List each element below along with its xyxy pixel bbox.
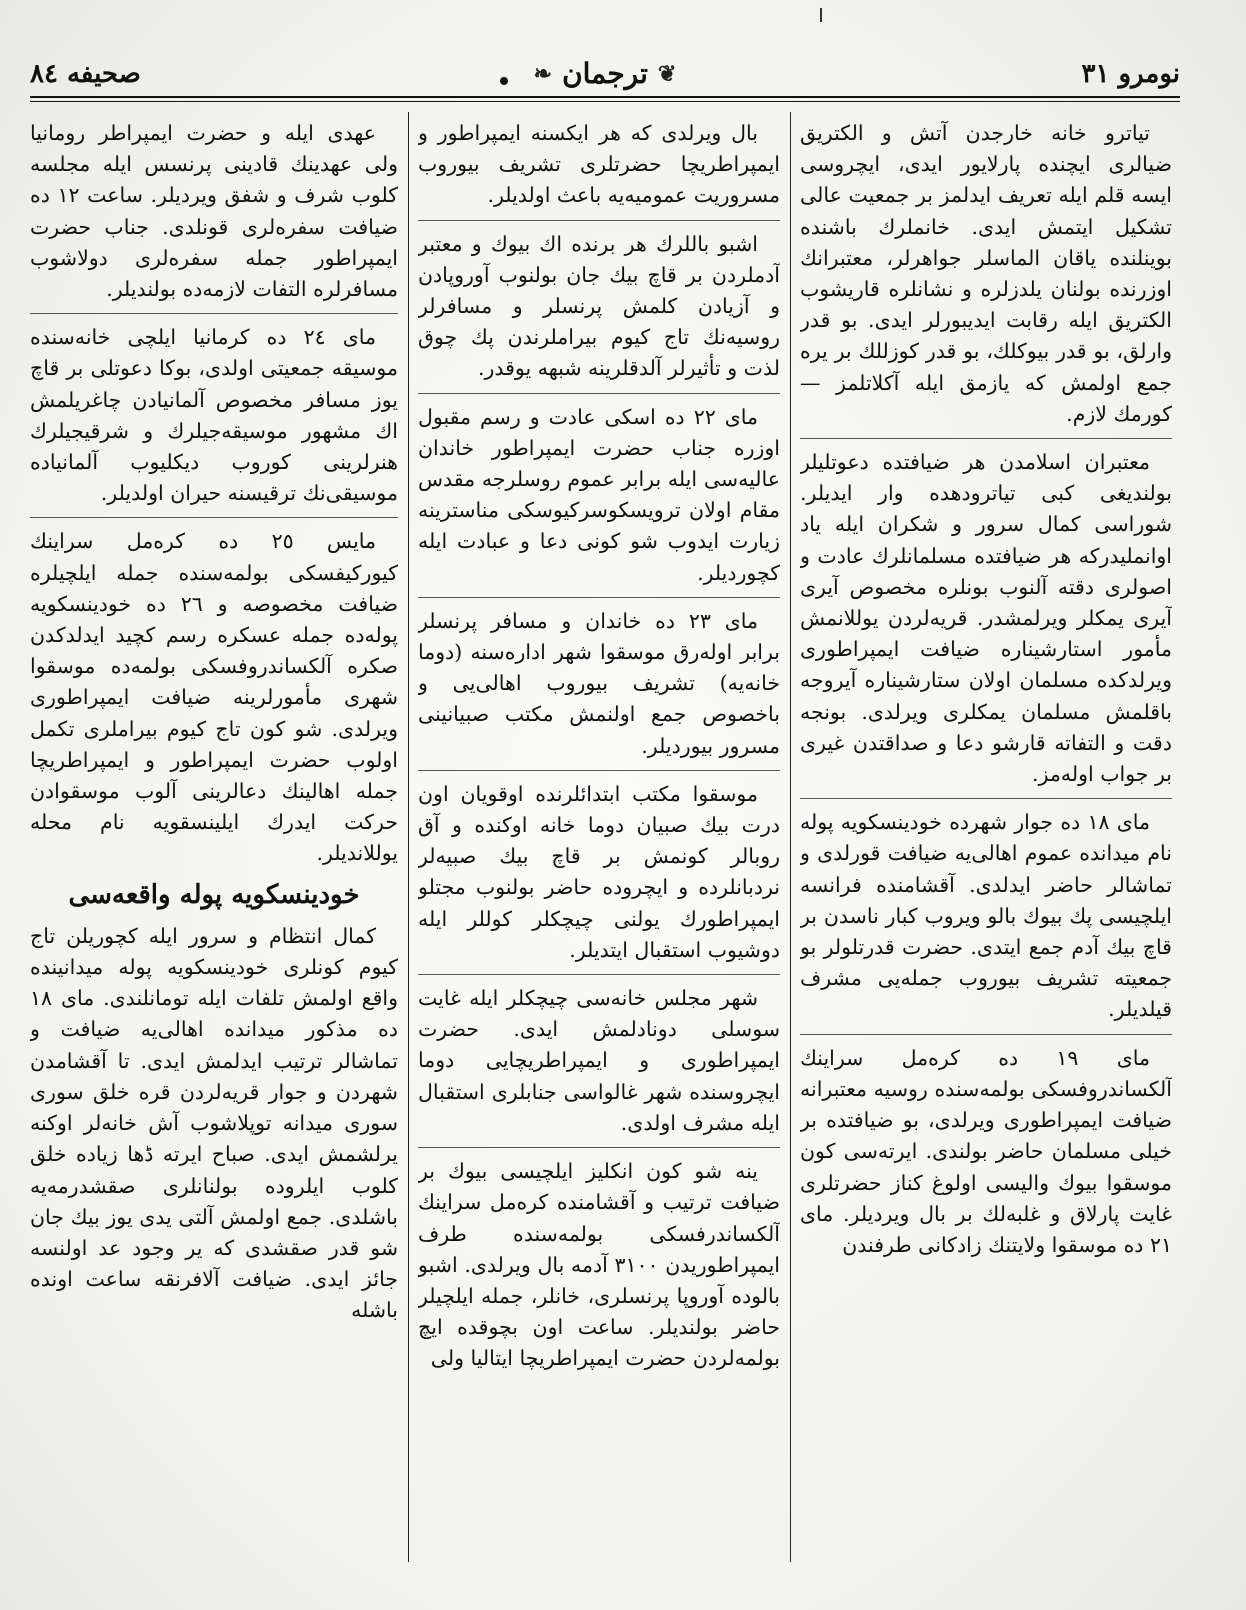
page-number: صحیفه ٨٤ bbox=[30, 59, 141, 89]
paragraph: معتبران اسلامدن هر ضیافتده دعوتلیلر بولندیغی كبی تیاترودهده وار ایدیلر. شوراسی كمال سرور و شكران ایله یاد اوانملیدركه هر ضیافتده مسلمانلرك عادت و اصولری دقته آلنوب بونلره مخصوص آیری آیری یمكلر ویرلمشدر. قریه‌لردن یوللانمش مأمور استارشیناره ضیافت ایمپراطوری ویرلدكده مسلمان اولان ستارشیناره آیروجه باقلمش مسلمان یمكلری ویرلدی. بونجه دقت و التفاته قارشو دعا و صداقتدن غیری بر جواب اوله‌مز. bbox=[800, 450, 1172, 787]
issue-number: نومرو ٣١ bbox=[1081, 59, 1180, 89]
divider bbox=[800, 438, 1172, 439]
paragraph: مای ٢٤ ده كرمانیا ایلچی خانه‌سنده موسیقه جمعیتی اولدی، بوكا دعوتلی بر قاچ یوز مسافر مخصوص آلمانیادن چاغریلمش اك مشهور موسیقه‌جیلرك و شرقیجیلرك هنرلرینی كوروب دیكلیوب آلمانیاده موسیقی‌نك ترقیسنه حیران اولدیلر. bbox=[30, 325, 398, 506]
divider bbox=[800, 1034, 1172, 1035]
column-left bbox=[30, 118, 398, 1558]
page-header bbox=[30, 55, 1180, 97]
masthead bbox=[534, 57, 677, 90]
paragraph: عهدی ایله و حضرت ایمپراطر رومانیا ولی عهدینك قادینی پرنسس ایله مجلسه كلوب شرف و شفق ویردیلر. ساعت ١٢ ده ضیافت سفره‌لری قونلدی. جناب حضرت ایمپراطور جمله سفره‌لری دولاشوب مسافرلره التفات لازمه‌ده بولندیلر. bbox=[30, 121, 398, 302]
divider bbox=[418, 393, 780, 394]
newspaper-title: ترجمان bbox=[562, 57, 648, 90]
paragraph: تیاترو خانه خارجدن آتش و الکتریق ضیالری ایچنده پارلایور ایدی، ایچروسی ایسه قلم ایله تعریف ایدلمز بر جمعیت عالی تشکیل ایتمش ایدی. خانملرك باشنده بوینلنده یاقان الماسلر جواهرلر، معتبرانك اوزرنده بولنان یلدزلره و نشانلره قاریشوب الکتریق ایله رقابت ایدیبورلر ایدی. بو قدر وارلق، بو قدر بیوکلك، بو قدر كوزللك بر یره جمع اولمش كه یازمق ایله آكلاتلمز — كورمك لازم. bbox=[800, 121, 1172, 426]
column-divider bbox=[408, 112, 409, 1562]
divider bbox=[30, 313, 398, 314]
paragraph: مای ٢٣ ده خاندان و مسافر پرنسلر برابر اوله‌رق موسقوا شهر اداره‌سنه (دوما خانه‌یه) تشریف بیوروب اهالی‌یی و باخصوص جمع اولنمش مكتب صبیانینی مسرور بیوردیلر. bbox=[418, 608, 780, 758]
paragraph: كمال انتظام و سرور ایله كچوریلن تاج كیوم كونلری خودینسكویه پوله میدانینده واقع اولمش تلفات ایله تومانلندی. مای ١٨ ده مذكور میدانده اهالی‌یه ضیافت و تماشالر ترتیب ایدلمش ایدی. تا آقشامدن شهردن و جوار قریه‌لردن قره خلق سوری سوری میدانه توپلاشوب آش خانه‌لر اوكنه یرلشمش ایدی. صباح ایرته ڈها زیاده خلق كلوب ایلروده بولنانلری صقشدرمه‌یه باشلدی. جمع اولمش آلتی یدی یوز بیك جان شو قدر صقشدی كه یر وجود عد اولنسه جائز ایدی. ضیافت آلافرنقه ساعت اونده باشله bbox=[30, 923, 398, 1323]
paragraph: شهر مجلس خانه‌سی چیچكلر ایله غایت سوسلی دونادلمش ایدی. حضرت ایمپراطوری و ایمپراطریچایی دوما ایچروسنده شهر غالواسی جنابلری استقبال ایله مشرف اولدی. bbox=[418, 986, 780, 1135]
divider bbox=[418, 974, 780, 975]
header-rule bbox=[30, 96, 1180, 98]
divider bbox=[418, 1147, 780, 1148]
divider bbox=[418, 597, 780, 598]
divider bbox=[418, 220, 780, 221]
ornament-icon: ❦ bbox=[657, 60, 677, 87]
column-middle bbox=[418, 118, 780, 1558]
divider bbox=[418, 770, 780, 771]
paragraph: بال ویرلدی كه هر ایكسنه ایمپراطور و ایمپراطریچا حضرتلری تشریف بیوروب مسروریت عمومیه‌یه باعث اولدیلر. bbox=[418, 121, 780, 208]
divider bbox=[30, 517, 398, 518]
ornament-icon: ❧ bbox=[533, 60, 553, 87]
paragraph: مای ١٨ ده جوار شهرده خودینسكویه پوله نام میدانده عموم اهالی‌یه ضیافت قورلدی و تماشالر حاضر ایدلدی. آقشامنده فرانسه ایلچیسی پك بیوك بالو ویروب كبار ناسدن بر قاچ بیك آدم جمع ایتدی. حضرت قدرتلولر بو جمعیته تشریف بیوروب جمله‌یی مشرف قیلدیلر. bbox=[800, 810, 1172, 1022]
paragraph: مای ٢٢ ده اسكی عادت و رسم مقبول اوزره جناب حضرت ایمپراطور خاندان عالیه‌سی ایله برابر عموم روسلرجه مقدس مقام اولان ترویسكوسركیوسكی مناسترینه زیارت ایدوب شو كونی دعا و عبادت ایله كچوردیلر. bbox=[418, 404, 780, 585]
paragraph: ینه شو كون انكلیز ایلچیسی بیوك بر ضیافت ترتیب و آقشامنده كره‌مل سراینك آلكساندرفسكی بولمه‌سنده طرف ایمپراطوریدن ٣١٠٠ آدمه بال ویرلدی. اشبو بالوده آوروپا پرنسلری، خانلر، جمله ایلچیلر حاضر بولندیلر. ساعت اون بچوقده ایچ بولمه‌لردن حضرت ایمپراطریچا ایتالیا ولی bbox=[418, 1159, 780, 1371]
paragraph: مایس ٢٥ ده كره‌مل سراینك كیوركیفسكی بولمه‌سنده جمله ایلچیلره ضیافت مخصوصه و ٢٦ ده خودینسكویه پوله‌ده جمله عسكره رسم كچید ایدلدكدن صكره آلكساندروفسكی بولمه‌ده موسقوا شهری مأمورلرینه ضیافت ایمپراطوری ویرلدی. شو كون تاج كیوم بیراملری تكمل اولوب حضرت ایمپراطور و ایمپراطریچا جمله اهالینك دعالرینی آلوب موسقوادن حركت ایدرك ایلینسقویه نام محله یوللاندیلر. bbox=[30, 529, 398, 866]
paragraph: مای ١٩ ده كره‌مل سراینك آلكساندروفسكی بولمه‌سنده روسیه معتبرانه ضیافت ایمپراطوری ویرلدی، بو ضیافتده بر خیلی مسلمان حاضر بولندی. ایرته‌سی كون موسقوا بیوك والیسی اولوغ كناز حضرتلری غایت پارلاق و غلبه‌لك بر بال ویردیلر. مای ٢١ ده موسقوا ولایتنك زادكانی طرفندن bbox=[800, 1045, 1172, 1257]
column-divider bbox=[790, 112, 791, 1562]
header-dot bbox=[500, 77, 508, 85]
paragraph: موسقوا مكتب ابتدائلرنده اوقویان اون درت بیك صبیان دوما خانه اوكنده و آق روبالر كونمش بر قاچ بیك صبیه‌لر نردبانلرده و ایچروده حاضر بولنوب مجتلو ایمپراطورك یولنی چیچكلر كوللر ایله دوشیوب استقبال ایتدیلر. bbox=[418, 781, 780, 962]
section-title: خودینسكویه پوله واقعه‌سی bbox=[68, 879, 360, 910]
print-speck bbox=[820, 8, 822, 22]
divider bbox=[800, 798, 1172, 799]
paragraph: اشبو باللرك هر برنده اك بیوك و معتبر آدملردن بر قاچ بیك جان بولنوب آوروپادن و آزیادن كلمش پرنسلر و مسافرلر روسیه‌نك تاج كیوم بیراملرندن پك چوق لذت و تأثیرلر آلدقلرینه شبهه یوقدر. bbox=[418, 231, 780, 381]
header-rule-thin bbox=[30, 101, 1180, 102]
column-right bbox=[800, 118, 1172, 1558]
